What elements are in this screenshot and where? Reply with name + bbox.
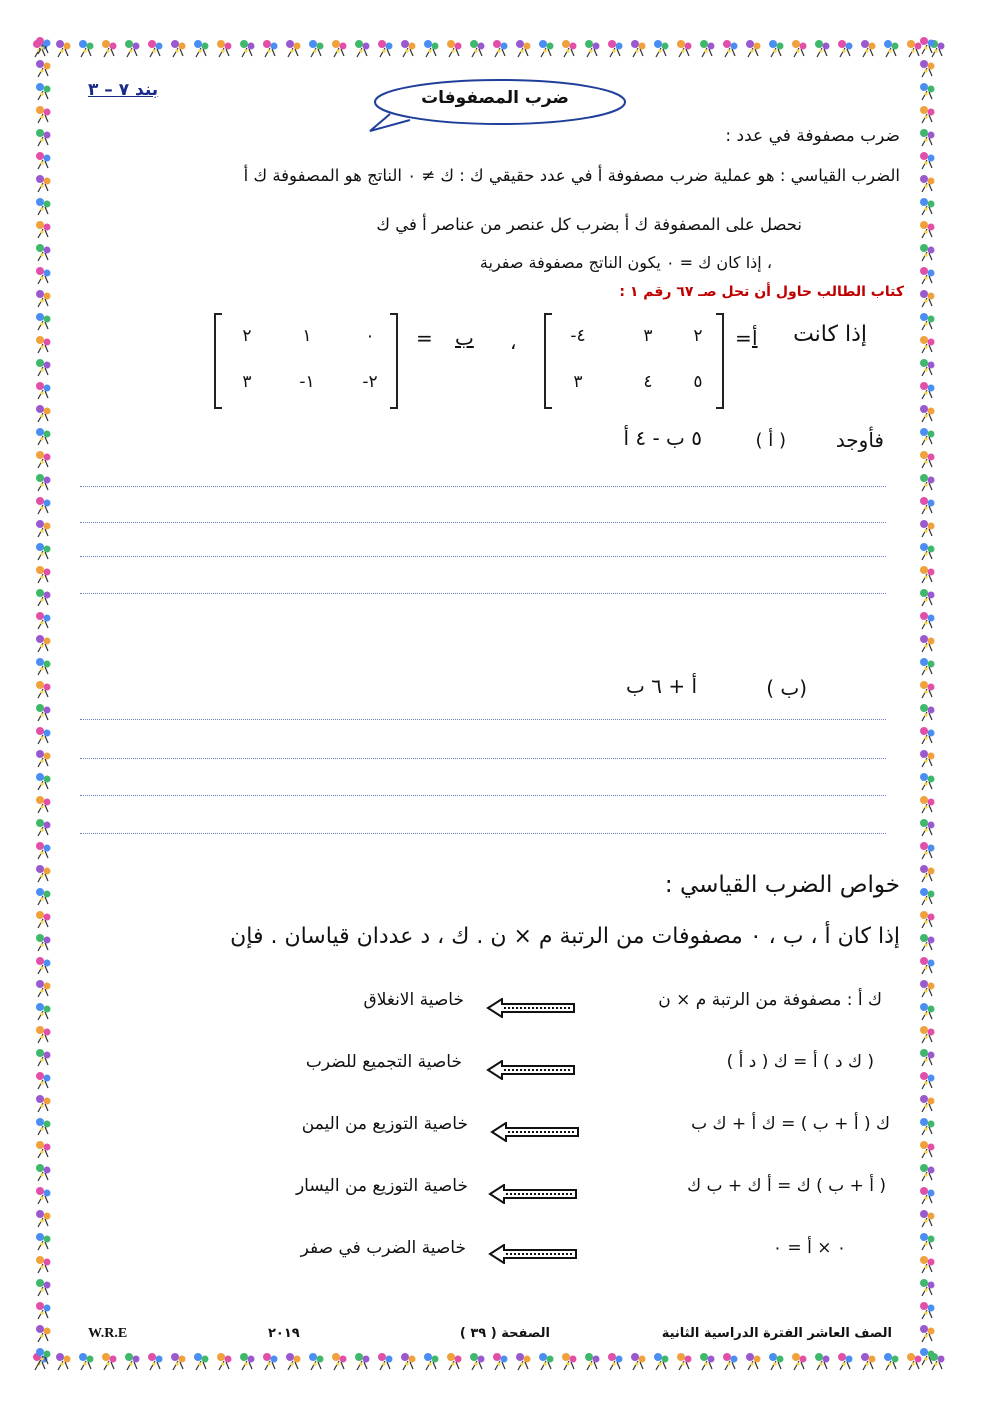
flower-icon [917, 1276, 939, 1298]
flower-icon [651, 1350, 673, 1372]
matrix-b-cell: ٣ [242, 372, 252, 392]
flower-icon [917, 126, 939, 148]
flower-icon [697, 1350, 719, 1372]
flower-icon [33, 1069, 55, 1091]
flower-icon [33, 839, 55, 861]
flower-icon [917, 149, 939, 171]
flower-icon [917, 678, 939, 700]
flower-icon [375, 37, 397, 59]
flower-icon [329, 1350, 351, 1372]
part-b-expression: أ + ٦ ب [626, 674, 697, 698]
flower-icon [917, 724, 939, 746]
flower-icon [917, 1345, 939, 1367]
matrix-a-cell: ٢ [693, 326, 703, 346]
flower-icon [917, 816, 939, 838]
flower-icon [582, 1350, 604, 1372]
flower-icon [917, 1000, 939, 1022]
flower-icon [467, 1350, 489, 1372]
left-arrow-icon [488, 1184, 580, 1204]
flower-icon [766, 1350, 788, 1372]
flower-icon [917, 1069, 939, 1091]
flower-icon [33, 287, 55, 309]
flower-icon [33, 1230, 55, 1252]
flower-icon [33, 609, 55, 631]
matrix-a-right-bracket [716, 313, 724, 409]
flower-icon [559, 1350, 581, 1372]
border-bottom [30, 1347, 962, 1375]
flower-icon [917, 954, 939, 976]
flower-icon [33, 540, 55, 562]
flower-icon [917, 1230, 939, 1252]
matrix-a-cell: ٤ [643, 372, 653, 392]
flower-icon [33, 862, 55, 884]
flower-icon [917, 356, 939, 378]
flower-icon [917, 632, 939, 654]
answer-line [80, 522, 886, 523]
flower-icon [168, 37, 190, 59]
flower-icon [513, 37, 535, 59]
flower-icon [917, 1184, 939, 1206]
flower-icon [917, 103, 939, 125]
flower-icon [33, 264, 55, 286]
flower-icon [835, 37, 857, 59]
flower-icon [835, 1350, 857, 1372]
answer-line [80, 719, 886, 720]
flower-icon [33, 747, 55, 769]
flower-icon [33, 1138, 55, 1160]
flower-icon [917, 1115, 939, 1137]
flower-icon [33, 1299, 55, 1321]
flower-icon [917, 1023, 939, 1045]
flower-icon [33, 770, 55, 792]
left-arrow-icon [486, 998, 578, 1018]
flower-icon [306, 1350, 328, 1372]
flower-icon [917, 471, 939, 493]
flower-icon [33, 678, 55, 700]
matrix-a-cell: -٤ [570, 326, 586, 346]
flower-icon [33, 701, 55, 723]
flower-icon [214, 37, 236, 59]
flower-icon [33, 1207, 55, 1229]
page-title: ضرب المصفوفات [421, 88, 569, 108]
flower-icon [33, 333, 55, 355]
flower-icon [33, 471, 55, 493]
flower-icon [858, 1350, 880, 1372]
flower-icon [421, 37, 443, 59]
flower-icon [917, 218, 939, 240]
flower-icon [33, 1115, 55, 1137]
property-name: خاصية الانغلاق [363, 990, 464, 1010]
answer-line [80, 833, 886, 834]
flower-icon [513, 1350, 535, 1372]
flower-icon [917, 977, 939, 999]
property-formula: ٠ × أ = ٠ [772, 1238, 846, 1258]
flower-icon [33, 57, 55, 79]
flower-icon [33, 218, 55, 240]
matrix-b-cell: -٢ [362, 372, 378, 392]
flower-icon [917, 264, 939, 286]
flower-icon [168, 1350, 190, 1372]
flower-icon [917, 34, 939, 56]
flower-icon [33, 1161, 55, 1183]
flower-icon [766, 37, 788, 59]
flower-icon [917, 862, 939, 884]
flower-icon [917, 793, 939, 815]
flower-icon [917, 333, 939, 355]
flower-icon [917, 1299, 939, 1321]
matrix-b-cell: -١ [299, 372, 315, 392]
matrix-b-cell: ٠ [365, 326, 375, 346]
matrix-a-name: أ [752, 326, 758, 350]
flower-icon [33, 1253, 55, 1275]
flower-icon [674, 1350, 696, 1372]
flower-icon [33, 1184, 55, 1206]
flower-icon [917, 241, 939, 263]
flower-icon [917, 931, 939, 953]
flower-icon [33, 34, 55, 56]
flower-icon [33, 80, 55, 102]
answer-line [80, 795, 886, 796]
flower-icon [33, 103, 55, 125]
flower-icon [398, 37, 420, 59]
flower-icon [917, 609, 939, 631]
footer-author: W.R.E [88, 1326, 128, 1341]
book-reference: كتاب الطالب حاول أن تحل صـ ٦٧ رقم ١ : [619, 284, 904, 300]
flower-icon [375, 1350, 397, 1372]
left-arrow-icon [486, 1060, 578, 1080]
matrix-b-name: ب [455, 326, 474, 350]
flower-icon [191, 1350, 213, 1372]
flower-icon [917, 563, 939, 585]
flower-icon [33, 310, 55, 332]
flower-icon [917, 1207, 939, 1229]
flower-icon [917, 494, 939, 516]
flower-icon [306, 37, 328, 59]
flower-icon [674, 37, 696, 59]
flower-icon [33, 908, 55, 930]
flower-icon [122, 37, 144, 59]
flower-icon [917, 425, 939, 447]
flower-icon [33, 977, 55, 999]
flower-icon [444, 37, 466, 59]
flower-icon [237, 1350, 259, 1372]
equals-sign-b: = [416, 326, 433, 350]
matrix-a-cell: ٣ [643, 326, 653, 346]
flower-icon [33, 1000, 55, 1022]
part-a-expression: ٥ ب - ٤ أ [623, 426, 702, 450]
flower-icon [33, 586, 55, 608]
flower-icon [145, 1350, 167, 1372]
flower-icon [33, 172, 55, 194]
flower-icon [917, 701, 939, 723]
flower-icon [467, 37, 489, 59]
flower-icon [421, 1350, 443, 1372]
property-name: خاصية التجميع للضرب [305, 1052, 462, 1072]
flower-icon [917, 747, 939, 769]
flower-icon [651, 37, 673, 59]
answer-line [80, 593, 886, 594]
flower-icon [917, 379, 939, 401]
flower-icon [76, 37, 98, 59]
flower-icon [789, 1350, 811, 1372]
property-formula: ( أ + ب ) ك = أ ك + ب ك [687, 1176, 886, 1196]
flower-icon [917, 885, 939, 907]
flower-icon [628, 37, 650, 59]
matrix-a-cell: ٣ [573, 372, 583, 392]
flower-icon [720, 1350, 742, 1372]
flower-icon [33, 517, 55, 539]
intro-note-2: ، إذا كان ك = ٠ يكون الناتج مصفوفة صفرية [479, 253, 772, 272]
flower-icon [33, 931, 55, 953]
flower-icon [33, 632, 55, 654]
answer-line [80, 486, 886, 487]
flower-icon [536, 1350, 558, 1372]
border-right [914, 34, 942, 1374]
flower-icon [33, 448, 55, 470]
properties-heading: خواص الضرب القياسي : [664, 872, 900, 898]
flower-icon [33, 885, 55, 907]
flower-icon [917, 57, 939, 79]
flower-icon [33, 402, 55, 424]
flower-icon [33, 379, 55, 401]
property-name: خاصية التوزيع من اليمن [301, 1114, 468, 1134]
matrix-a-left-bracket [544, 313, 552, 409]
find-label: فأوجد [835, 428, 884, 452]
flower-icon [33, 149, 55, 171]
flower-icon [33, 126, 55, 148]
flower-icon [329, 37, 351, 59]
flower-icon [33, 563, 55, 585]
flower-icon [917, 1138, 939, 1160]
section-label: بند ٧ – ٣ [88, 80, 159, 100]
flower-icon [720, 37, 742, 59]
part-b-label: (ب ) [766, 676, 807, 700]
intro-heading: ضرب مصفوفة في عدد : [725, 126, 900, 146]
flower-icon [33, 1023, 55, 1045]
matrix-b-left-bracket [214, 313, 222, 409]
flower-icon [237, 37, 259, 59]
footer-year: ٢٠١٩ [268, 1326, 300, 1341]
flower-icon [33, 494, 55, 516]
flower-icon [33, 1276, 55, 1298]
flower-icon [99, 1350, 121, 1372]
property-name: خاصية التوزيع من اليسار [295, 1176, 468, 1196]
answer-line [80, 758, 886, 759]
flower-icon [33, 655, 55, 677]
flower-icon [917, 770, 939, 792]
flower-icon [858, 37, 880, 59]
flower-icon [881, 1350, 903, 1372]
flower-icon [33, 793, 55, 815]
matrix-b-cell: ١ [302, 326, 312, 346]
flower-icon [917, 448, 939, 470]
part-a-label: ( أ ) [755, 430, 786, 451]
border-top [30, 34, 962, 62]
flower-icon [917, 287, 939, 309]
flower-icon [917, 540, 939, 562]
flower-icon [33, 195, 55, 217]
flower-icon [490, 37, 512, 59]
comma-separator: ، [510, 330, 517, 354]
flower-icon [605, 37, 627, 59]
flower-icon [917, 517, 939, 539]
property-formula: ك أ : مصفوفة من الرتبة م × ن [658, 990, 882, 1010]
flower-icon [812, 37, 834, 59]
flower-icon [917, 1046, 939, 1068]
property-formula: ك ( أ + ب ) = ك أ + ك ب [691, 1114, 890, 1134]
flower-icon [33, 954, 55, 976]
flower-icon [33, 816, 55, 838]
matrix-b-cell: ٢ [242, 326, 252, 346]
flower-icon [33, 1322, 55, 1344]
flower-icon [605, 1350, 627, 1372]
flower-icon [33, 425, 55, 447]
flower-icon [352, 1350, 374, 1372]
flower-icon [812, 1350, 834, 1372]
flower-icon [917, 839, 939, 861]
flower-icon [789, 37, 811, 59]
flower-icon [917, 586, 939, 608]
flower-icon [145, 37, 167, 59]
flower-icon [582, 37, 604, 59]
flower-icon [283, 37, 305, 59]
properties-statement: إذا كان أ ، ب ، ٠ مصفوفات من الرتبة م × ن . ك ، د عددان قياسان . فإن [230, 924, 900, 949]
flower-icon [122, 1350, 144, 1372]
flower-icon [99, 37, 121, 59]
flower-icon [917, 1092, 939, 1114]
flower-icon [697, 37, 719, 59]
flower-icon [917, 1322, 939, 1344]
flower-icon [33, 1345, 55, 1367]
flower-icon [33, 1046, 55, 1068]
flower-icon [917, 402, 939, 424]
flower-icon [33, 241, 55, 263]
flower-icon [917, 908, 939, 930]
flower-icon [743, 1350, 765, 1372]
left-arrow-icon [490, 1122, 582, 1142]
flower-icon [260, 37, 282, 59]
flower-icon [881, 37, 903, 59]
flower-icon [444, 1350, 466, 1372]
flower-icon [917, 1161, 939, 1183]
flower-icon [917, 655, 939, 677]
intro-note-1: نحصل على المصفوفة ك أ بضرب كل عنصر من عناصر أ في ك [376, 215, 802, 234]
matrix-a-cell: ٥ [693, 372, 703, 392]
flower-icon [490, 1350, 512, 1372]
flower-icon [214, 1350, 236, 1372]
property-name: خاصية الضرب في صفر [300, 1238, 466, 1258]
flower-icon [260, 1350, 282, 1372]
footer-page: الصفحة ( ٣٩ ) [459, 1326, 550, 1341]
flower-icon [628, 1350, 650, 1372]
property-formula: ( ك د ) أ = ك ( د أ ) [726, 1052, 874, 1072]
flower-icon [917, 195, 939, 217]
flower-icon [33, 724, 55, 746]
border-left [30, 34, 58, 1374]
flower-icon [917, 80, 939, 102]
flower-icon [191, 37, 213, 59]
flower-icon [536, 37, 558, 59]
matrix-b-right-bracket [390, 313, 398, 409]
flower-icon [743, 37, 765, 59]
intro-definition: الضرب القياسي : هو عملية ضرب مصفوفة أ في عدد حقيقي ك : ك ≠ ٠ الناتج هو المصفوفة ك أ [243, 166, 900, 185]
flower-icon [76, 1350, 98, 1372]
left-arrow-icon [488, 1244, 580, 1264]
flower-icon [33, 1092, 55, 1114]
flower-icon [559, 37, 581, 59]
flower-icon [352, 37, 374, 59]
flower-icon [33, 356, 55, 378]
flower-icon [398, 1350, 420, 1372]
equals-sign-a: = [735, 326, 752, 350]
flower-icon [917, 172, 939, 194]
answer-line [80, 556, 886, 557]
if-label: إذا كانت [793, 322, 867, 347]
flower-icon [917, 1253, 939, 1275]
flower-icon [283, 1350, 305, 1372]
flower-icon [917, 310, 939, 332]
footer-grade: الصف العاشر الفترة الدراسية الثانية [661, 1326, 892, 1341]
